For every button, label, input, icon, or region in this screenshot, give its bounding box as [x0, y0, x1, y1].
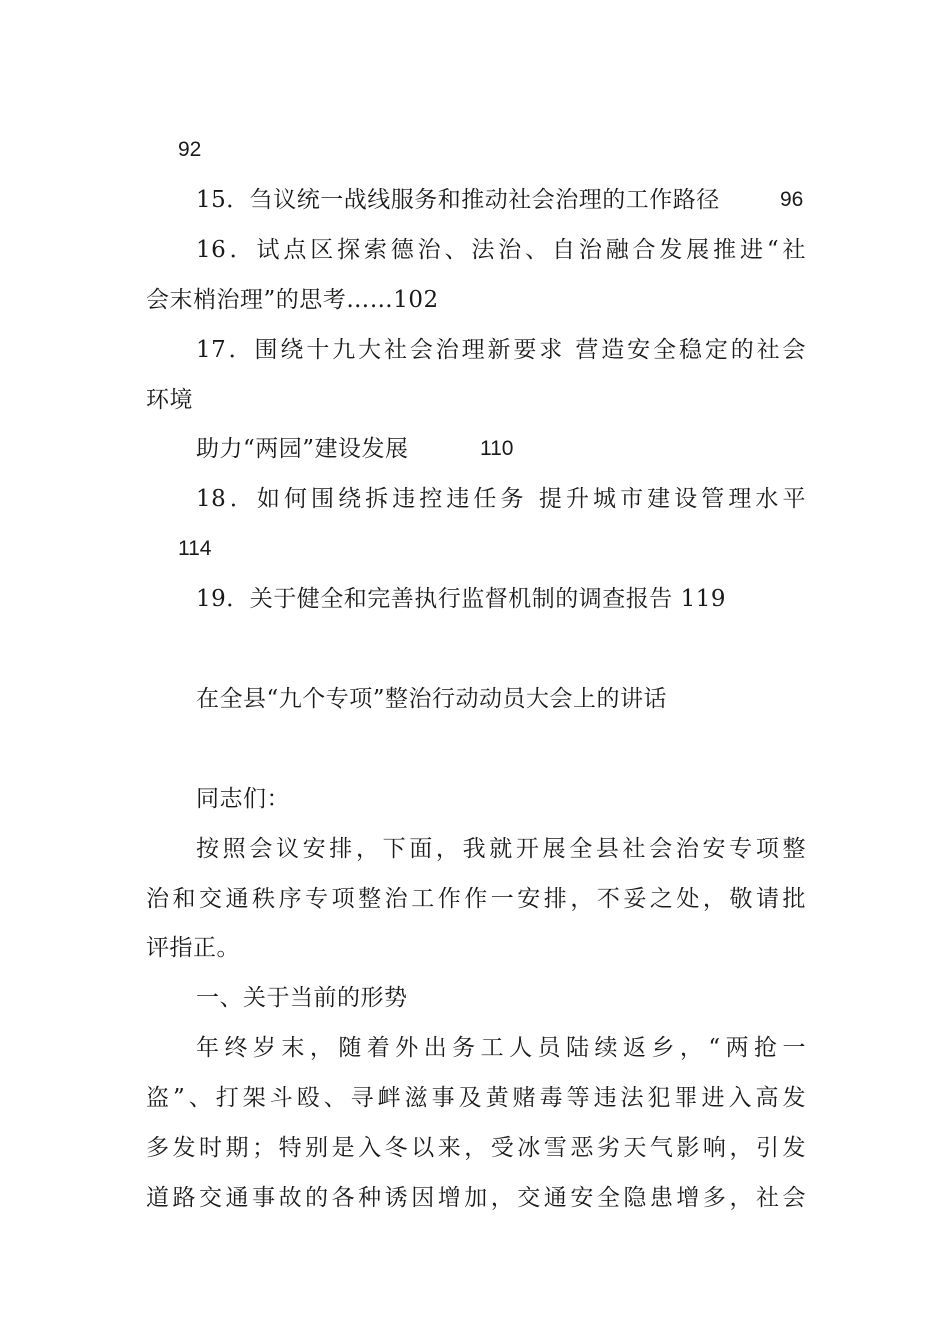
toc-item-19: 19．关于健全和完善执行监督机制的调查报告 119	[196, 586, 726, 612]
toc-item-16-line2: 会末梢治理”的思考……102	[146, 287, 439, 313]
toc-item-17-line1: 17．围绕十九大社会治理新要求 营造安全稳定的社会	[196, 337, 806, 363]
paragraph-1-line-2: 治和交通秩序专项整治工作作一安排，不妥之处，敬请批	[146, 886, 806, 912]
toc-item-17-line3: 助力“两园”建设发展	[196, 436, 409, 462]
toc-item-16-line1: 16．试点区探索德治、法治、自治融合发展推进“社	[196, 237, 806, 263]
paragraph-1-line-3: 评指正。	[146, 935, 240, 961]
paragraph-2-line-4: 道路交通事故的各种诱因增加，交通安全隐患增多，社会	[146, 1185, 806, 1211]
toc-item-15: 15．刍议统一战线服务和推动社会治理的工作路径	[196, 187, 720, 213]
section-heading-1: 一、关于当前的形势	[196, 985, 408, 1011]
paragraph-2-line-1: 年终岁末，随着外出务工人员陆续返乡，“两抢一	[196, 1035, 806, 1061]
toc-item-18-line1: 18．如何围绕拆违控违任务 提升城市建设管理水平	[196, 486, 806, 512]
toc-item-17-line2: 环境	[146, 387, 193, 413]
toc-item-18-page: 114	[178, 537, 212, 560]
toc-item-17-page: 110	[480, 437, 514, 460]
toc-item-15-page: 96	[780, 188, 804, 211]
paragraph-2-line-2: 盗”、打架斗殴、寻衅滋事及黄赌毒等违法犯罪进入高发	[146, 1085, 806, 1111]
paragraph-1-line-1: 按照会议安排，下面，我就开展全县社会治安专项整	[196, 836, 806, 862]
paragraph-2-line-3: 多发时期；特别是入冬以来，受冰雪恶劣天气影响，引发	[146, 1135, 806, 1161]
speech-salutation: 同志们：	[196, 786, 290, 812]
speech-title: 在全县“九个专项”整治行动动员大会上的讲话	[196, 686, 668, 712]
toc-carry-page-number: 92	[178, 138, 202, 161]
